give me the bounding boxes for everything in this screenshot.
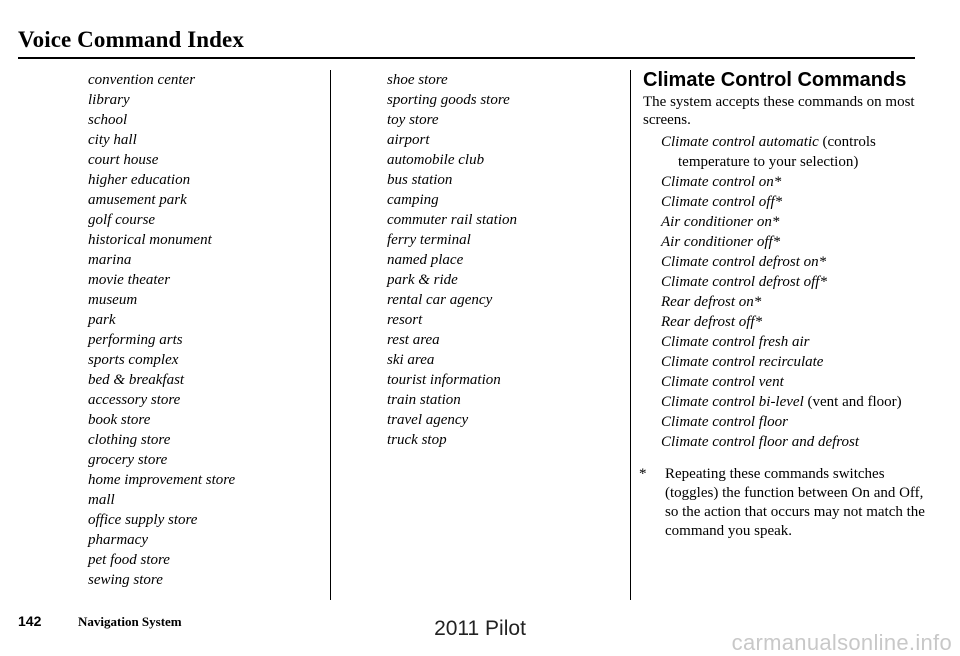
footnote [639, 465, 925, 541]
command-item: court house [88, 152, 159, 168]
command-item: city hall [88, 132, 137, 148]
climate-command [661, 392, 925, 412]
command-item: amusement park [88, 192, 187, 208]
command-text: Rear defrost on* [661, 294, 762, 310]
climate-command [661, 212, 925, 232]
command-text: Air conditioner off* [661, 234, 781, 250]
command-item: library [88, 92, 130, 108]
command-item: marina [88, 252, 132, 268]
command-item: clothing store [88, 432, 171, 448]
command-item: truck stop [387, 432, 447, 448]
command-item: train station [387, 392, 461, 408]
climate-section [639, 68, 925, 541]
climate-command [661, 372, 925, 392]
command-item: pharmacy [88, 532, 148, 548]
command-item: airport [387, 132, 430, 148]
command-item: automobile club [387, 152, 485, 168]
climate-command [661, 272, 925, 292]
command-note: (vent and floor) [803, 394, 902, 410]
command-item: camping [387, 192, 439, 208]
command-text: Climate control fresh air [661, 334, 810, 350]
command-item: convention center [88, 72, 196, 88]
command-item: sporting goods store [387, 92, 510, 108]
command-text: Climate control recirculate [661, 354, 824, 370]
command-text: Air conditioner on* [661, 214, 780, 230]
climate-command-list [661, 132, 925, 452]
command-item: bus station [387, 172, 453, 188]
command-item: accessory store [88, 392, 181, 408]
column-divider-left [330, 70, 331, 600]
column-divider-right [630, 70, 631, 600]
command-text: Climate control on* [661, 174, 782, 190]
command-item: office supply store [88, 512, 198, 528]
climate-command [661, 432, 925, 452]
command-item: sewing store [88, 572, 163, 588]
section-intro: The system accepts these commands on most screens. [643, 94, 915, 128]
left-command-list [88, 70, 235, 590]
footer-section-name: Navigation System [78, 614, 182, 629]
command-item: park [88, 312, 116, 328]
climate-command [661, 252, 925, 272]
command-item: performing arts [88, 332, 183, 348]
command-text: Climate control defrost on* [661, 254, 827, 270]
climate-command [661, 192, 925, 212]
title-rule [18, 57, 915, 59]
command-item: school [88, 112, 128, 128]
page-title: Voice Command Index [18, 27, 244, 52]
command-item: book store [88, 412, 151, 428]
command-item: grocery store [88, 452, 168, 468]
site-watermark: carmanualsonline.info [731, 630, 952, 655]
command-item: ferry terminal [387, 232, 471, 248]
command-note: (controls temperature to your selection) [678, 134, 876, 170]
command-text: Climate control vent [661, 374, 784, 390]
command-item: rest area [387, 332, 440, 348]
page-number: 142 [18, 613, 42, 629]
footnote-text: Repeating these commands switches (toggles) the function between On and Off, so the action that occurs may not match the command you speak. [665, 466, 925, 539]
command-text: Climate control floor [661, 414, 788, 430]
climate-command [661, 312, 925, 332]
command-item: mall [88, 492, 115, 508]
climate-command [661, 172, 925, 192]
command-item: shoe store [387, 72, 448, 88]
command-item: pet food store [88, 552, 170, 568]
command-item: ski area [387, 352, 435, 368]
command-item: park & ride [387, 272, 458, 288]
command-text: Rear defrost off* [661, 314, 763, 330]
command-item: museum [88, 292, 138, 308]
command-item: tourist information [387, 372, 501, 388]
command-text: Climate control automatic [661, 134, 819, 150]
command-item: resort [387, 312, 423, 328]
command-item: bed & breakfast [88, 372, 185, 388]
command-item: golf course [88, 212, 156, 228]
command-item: home improvement store [88, 472, 236, 488]
command-item: movie theater [88, 272, 171, 288]
command-item: rental car agency [387, 292, 493, 308]
command-item: toy store [387, 112, 439, 128]
climate-command [661, 412, 925, 432]
command-item: sports complex [88, 352, 179, 368]
command-text: Climate control floor and defrost [661, 434, 860, 450]
model-watermark: 2011 Pilot [434, 617, 526, 640]
climate-command [661, 332, 925, 352]
section-heading: Climate Control Commands [643, 69, 907, 91]
command-text: Climate control defrost off* [661, 274, 827, 290]
middle-command-list [387, 70, 517, 450]
climate-command [661, 352, 925, 372]
command-item: historical monument [88, 232, 212, 248]
climate-command [661, 232, 925, 252]
command-text: Climate control bi-level [661, 394, 804, 410]
footnote-mark: * [639, 466, 647, 482]
command-item: named place [387, 252, 464, 268]
command-item: travel agency [387, 412, 469, 428]
command-item: higher education [88, 172, 191, 188]
command-item: commuter rail station [387, 212, 517, 228]
climate-command [661, 132, 925, 172]
climate-command [661, 292, 925, 312]
command-text: Climate control off* [661, 194, 783, 210]
